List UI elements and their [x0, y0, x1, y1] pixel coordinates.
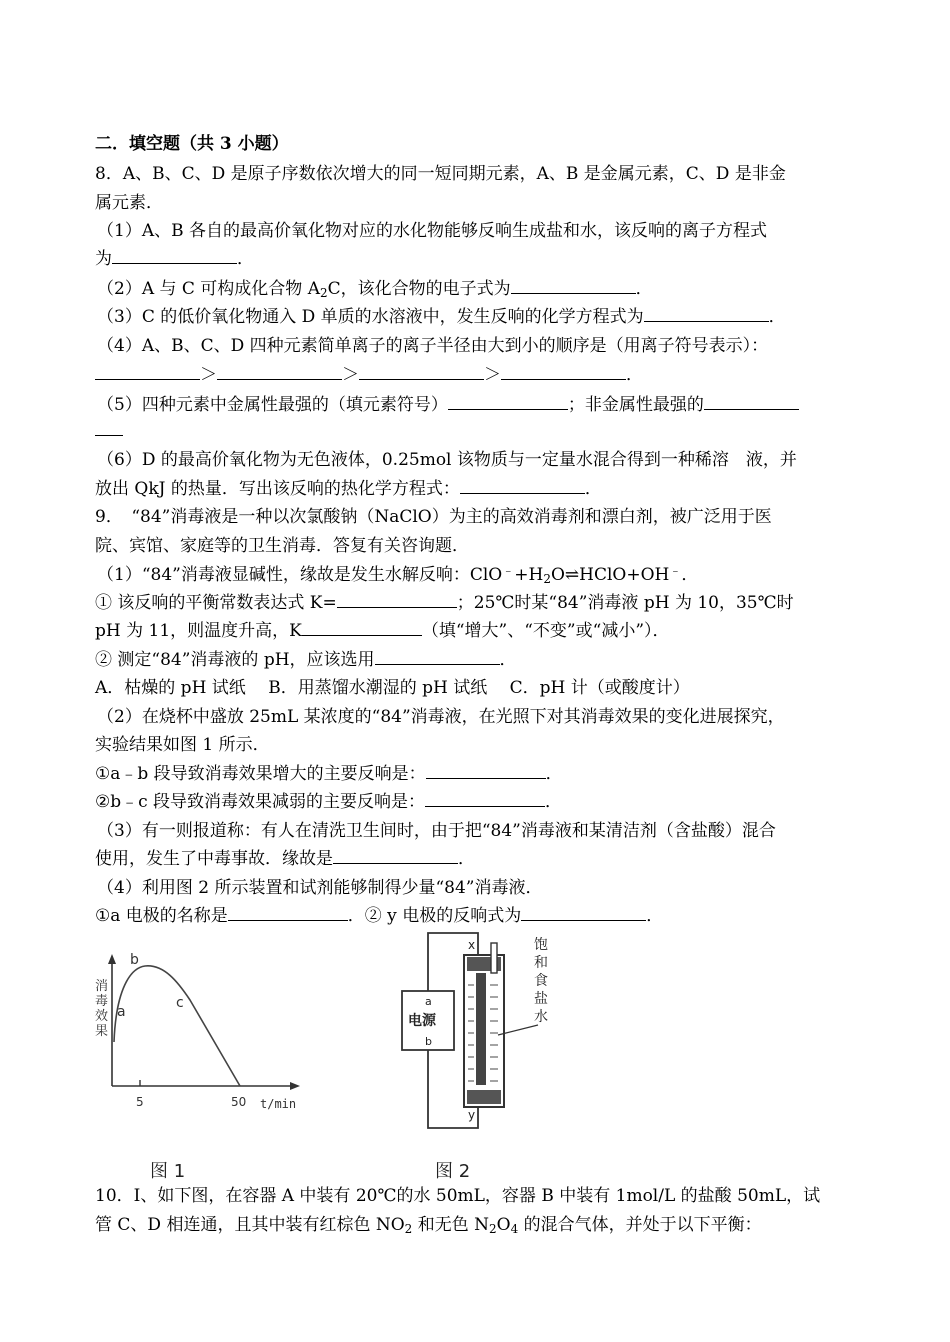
q9-part1-prefix: （1）“84”消毒液显碱性，缘故是发生水解反响：ClO	[97, 565, 503, 585]
q9-stem-line1: 9． “84”消毒液是一种以次氯酸钠（NaClO）为主的高效消毒剂和漂白剂，被广泛用于医	[95, 507, 772, 527]
q9-sub1-mid: ；25℃时某“84”消毒液 pH 为 10，35℃时	[456, 593, 794, 613]
q9-sub2	[95, 649, 865, 671]
formula-part: 和无色 N	[412, 1215, 489, 1235]
fig1-ylabel-char: 果	[95, 1024, 109, 1039]
electrode-x-label: x	[468, 938, 476, 952]
fig1-ylabel-char: 效	[95, 1009, 109, 1024]
superscript: ﹣	[502, 563, 515, 577]
answer-blank[interactable]	[521, 905, 646, 921]
figure-2-apparatus	[390, 925, 560, 1140]
answer-blank[interactable]	[448, 394, 568, 410]
q8-part1-prefix: 为	[95, 249, 112, 269]
figure-1-caption: 图 1	[150, 1161, 186, 1182]
answer-blank[interactable]	[426, 763, 546, 779]
section-title: 二．填空题（共 3 小题）	[95, 134, 289, 154]
fig1-x-arrow	[290, 1082, 300, 1090]
answer-blank[interactable]	[425, 791, 545, 807]
fig1-y-arrow	[108, 954, 116, 964]
answer-blank[interactable]	[644, 306, 769, 322]
answer-blank[interactable]	[302, 620, 422, 636]
fig1-point-b-label: b	[130, 952, 139, 968]
fig1-ylabel	[95, 978, 108, 1039]
q10-line1: 10．I、如下图，在容器 A 中装有 20℃的水 50mL，容器 B 中装有 1mol/L 的盐酸 50mL，试	[95, 1186, 821, 1206]
q9-part2-line2: 实验结果如图 1 所示．	[95, 735, 270, 755]
q8-part6-line2	[95, 478, 865, 500]
subscript: 2	[543, 572, 551, 586]
q8-part4-line2	[95, 364, 865, 386]
period: ．	[545, 792, 563, 812]
q9-part3-line1: （3）有一则报道称：有人在清洗卫生间时，由于把“84”消毒液和某清洁剂（含盐酸）混合	[97, 821, 776, 841]
period: ．	[635, 279, 653, 299]
q9-part2b-prefix: ②b﹣c 段导致消毒效果减弱的主要反响是：	[95, 792, 426, 812]
period: ．	[237, 249, 254, 269]
q9-sub1-prefix: ① 该反响的平衡常数表达式 K=	[95, 593, 337, 613]
solution-label-char: 食	[534, 973, 548, 989]
solution-label-char: 水	[534, 1009, 548, 1025]
answer-blank[interactable]	[228, 905, 348, 921]
answer-blank[interactable]	[217, 364, 342, 380]
answer-blank[interactable]	[501, 364, 626, 380]
formula-part: +H	[514, 565, 544, 585]
q9-part2a	[95, 763, 865, 785]
q10-line2-suffix: 的混合气体，并处于以下平衡：	[518, 1215, 762, 1235]
fig1-ylabel-char: 毒	[95, 994, 109, 1009]
greater-than: ＞	[342, 365, 359, 385]
figure-2-caption: 图 2	[435, 1161, 471, 1182]
q8-part3-prefix: （3）C 的低价氧化物通入 D 单质的水溶液中，发生反响的化学方程式为	[97, 307, 644, 327]
subscript: 2	[489, 1222, 497, 1236]
q9-sub1b-suffix: （填“增大”、“不变”或“减小”）．	[421, 621, 670, 641]
q10-line2-prefix: 管 C、D 相连通，且其中装有红棕色 NO	[95, 1215, 405, 1235]
q8-part3	[97, 306, 867, 328]
answer-blank[interactable]	[359, 364, 484, 380]
answer-blank[interactable]	[333, 848, 458, 864]
q9-sub2-prefix: ② 测定“84”消毒液的 pH，应该选用	[95, 650, 375, 670]
q8-part5	[97, 394, 867, 416]
q9-part4a	[95, 905, 865, 927]
q8-stem-line1: 8．A、B、C、D 是原子序数依次增大的同一短同期元素，A、B 是金属元素，C、D 是非金	[95, 164, 786, 184]
superscript: ﹣	[669, 563, 682, 577]
fig1-point-a-label: a	[117, 1004, 126, 1020]
period: ．	[545, 764, 563, 784]
period: ．	[768, 307, 786, 327]
q8-part5-mid: ；非金属性最强的	[567, 395, 704, 415]
q8-part5-prefix: （5）四种元素中金属性最强的（填元素符号）	[97, 395, 448, 415]
gas-outlet-tube	[491, 943, 497, 973]
q8-part5-overflow	[95, 420, 865, 442]
period: ．	[646, 906, 664, 926]
answer-blank[interactable]	[704, 394, 799, 410]
figure-1-graph	[90, 940, 320, 1120]
solution-label-char: 饱	[534, 937, 548, 953]
terminal-b-label: b	[425, 1035, 432, 1048]
period: ．	[458, 849, 475, 869]
power-supply-label: 电源	[408, 1013, 436, 1029]
formula-part: O⇌HClO+OH	[550, 565, 670, 585]
q9-part3-prefix: 使用，发生了中毒事故．缘故是	[95, 849, 333, 869]
q8-part4-line1: （4）A、B、C、D 四种元素简单离子的离子半径由大到小的顺序是（用离子符号表示）：	[97, 336, 769, 356]
solution-label-char: 和	[534, 955, 548, 971]
q9-part4a-prefix: ①a 电极的名称是	[95, 906, 228, 926]
solution-label-char: 盐	[534, 991, 548, 1007]
q8-part2-mid: C，该化合物的电子式为	[327, 279, 511, 299]
formula-part: O	[496, 1215, 511, 1235]
q9-options: A．枯燥的 pH 试纸 B．用蒸馏水潮湿的 pH 试纸 C．pH 计（或酸度计）	[95, 678, 690, 698]
fig1-point-c-label: c	[176, 995, 184, 1011]
fig1-xlabel: t/min	[260, 1097, 297, 1111]
q9-part2-line1: （2）在烧杯中盛放 25mL 某浓度的“84”消毒液，在光照下对其消毒效果的变化进展探究，	[97, 707, 785, 727]
electrode-rod	[476, 973, 486, 1085]
subscript: 2	[320, 286, 328, 300]
q8-part2-prefix: （2）A 与 C 可构成化合物 A	[97, 279, 320, 299]
q9-sub1b-prefix: pH 为 11，则温度升高，K	[95, 621, 302, 641]
fig1-ylabel-char: 消	[95, 979, 109, 994]
fig1-tick-50-label: 50	[231, 1095, 247, 1109]
q8-stem-line2: 属元素．	[95, 193, 163, 213]
q9-part2b	[95, 791, 865, 813]
subscript: 2	[404, 1222, 413, 1236]
fig1-tick-5-label: 5	[136, 1095, 144, 1109]
period: ．	[584, 479, 602, 499]
electrode-y-label: y	[468, 1108, 476, 1122]
q9-sub1-line1	[95, 592, 865, 614]
terminal-a-label: a	[425, 995, 432, 1008]
answer-blank[interactable]	[337, 592, 457, 608]
greater-than: ＞	[200, 365, 217, 385]
answer-blank[interactable]	[95, 364, 200, 380]
q8-part6-prefix: 放出 QkJ 的热量．写出该反响的热化学方程式：	[95, 479, 460, 499]
fig1-curve	[114, 966, 240, 1086]
period: ．	[626, 365, 643, 385]
period: ．	[681, 565, 699, 585]
answer-blank[interactable]	[95, 420, 123, 436]
answer-blank[interactable]	[112, 248, 237, 264]
q9-part4-line1: （4）利用图 2 所示装置和试剂能够制得少量“84”消毒液．	[97, 878, 543, 898]
q9-part4a-mid: ．② y 电极的反响式为	[347, 906, 522, 926]
greater-than: ＞	[484, 365, 501, 385]
q9-part3-line2	[95, 848, 865, 870]
period: ．	[499, 650, 517, 670]
answer-blank[interactable]	[460, 478, 585, 494]
q8-part1-line1: （1）A、B 各自的最高价氧化物对应的水化物能够反响生成盐和水，该反响的离子方程式	[97, 221, 767, 241]
q9-stem-line2: 院、宾馆、家庭等的卫生消毒．答复有关咨询题．	[95, 536, 469, 556]
answer-blank[interactable]	[375, 649, 500, 665]
q8-part6-line1: （6）D 的最高价氧化物为无色液体，0.25mol 该物质与一定量水混合得到一种稀溶 液，并	[97, 450, 797, 470]
q8-part1-line2	[95, 248, 865, 270]
q9-sub1-line2	[95, 620, 865, 642]
bottom-electrode-cap	[467, 1090, 501, 1104]
q8-part2	[97, 278, 867, 300]
subscript: 4	[510, 1222, 519, 1236]
q10-line2	[95, 1214, 865, 1236]
answer-blank[interactable]	[511, 278, 636, 294]
q9-part1-line1	[97, 564, 867, 586]
q9-part2a-prefix: ①a﹣b 段导致消毒效果增大的主要反响是：	[95, 764, 426, 784]
